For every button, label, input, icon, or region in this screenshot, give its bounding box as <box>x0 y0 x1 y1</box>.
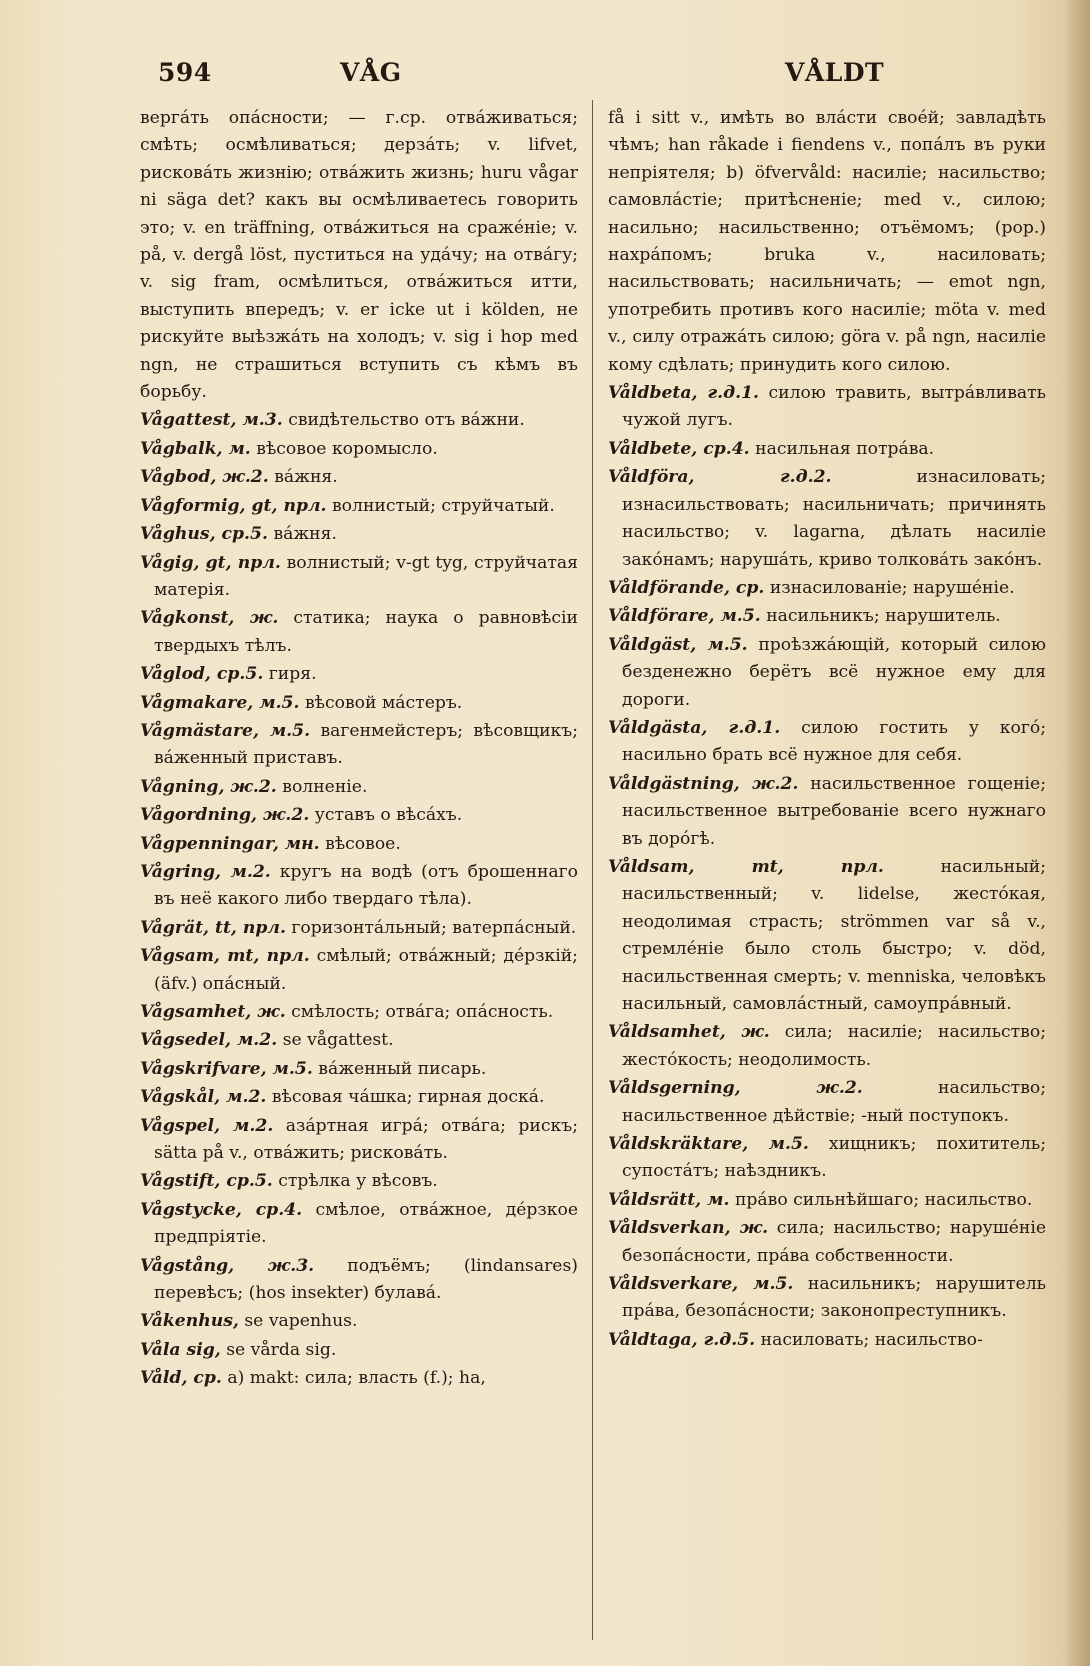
entry-definition: сила; насильство; нарушéніе безопáсности, прáва собственности. <box>622 1218 1046 1266</box>
entry-headword: Våldföra, г.д.2. <box>608 467 832 488</box>
dictionary-entry <box>608 715 1046 770</box>
dictionary-entry <box>140 859 578 914</box>
entry-definition: азáртная игрá; отвáга; рискъ; sätta på v., отвáжить; рисковáть. <box>154 1115 578 1164</box>
entry-definition: насильникъ; нарушитель прáва, безопáсности; законопреступникъ. <box>622 1274 1046 1322</box>
dictionary-entry <box>608 380 1046 435</box>
entry-definition: вáжня. <box>274 467 338 488</box>
entry-definition: смѣлое, отвáжное, дéрзкое предпріятіе. <box>154 1199 579 1248</box>
entry-headword: Vågstycke, ср.4. <box>140 1199 303 1220</box>
entry-headword: Våldbete, ср.4. <box>608 438 750 459</box>
entry-headword: Vågning, ж.2. <box>140 776 277 797</box>
dictionary-entry <box>608 1131 1046 1186</box>
dictionary-entry <box>140 1056 578 1083</box>
entry-headword: Vågrät, tt, прл. <box>140 917 286 938</box>
entry-headword: Vågskrifvare, м.5. <box>140 1058 313 1079</box>
left-column <box>140 105 578 1393</box>
entry-definition: se vapenhus. <box>244 1311 358 1332</box>
dictionary-entry <box>608 1075 1046 1130</box>
entry-headword: Vågpenningar, мн. <box>140 833 320 854</box>
entry-headword: Våldsam, mt, прл. <box>608 856 884 877</box>
entry-definition: насильство; насильственное дѣйствіе; -ный поступокъ. <box>622 1078 1047 1126</box>
entry-headword: Våldgästa, г.д.1. <box>608 717 781 738</box>
entry-definition: прáво сильнѣйшаго; насильство. <box>734 1189 1033 1210</box>
entry-headword: Vågsam, mt, прл. <box>140 946 310 967</box>
entry-headword: Våldsrätt, м. <box>608 1189 730 1210</box>
entry-headword: Våglod, ср.5. <box>140 664 264 685</box>
dictionary-entry <box>140 1168 578 1195</box>
entry-headword: Våldgäst, м.5. <box>608 634 748 655</box>
entry-definition: подъёмъ; (lindansares) перевѣсъ; (hos insekter) булавá. <box>154 1255 578 1304</box>
dictionary-entry <box>140 1197 578 1252</box>
entry-headword: Vågmästare, м.5. <box>140 720 311 741</box>
entry-definition: насильникъ; нарушитель. <box>766 606 1001 627</box>
entry-definition: вѣсовой мáстеръ. <box>304 692 463 713</box>
dictionary-entry <box>608 575 1046 602</box>
page-number: 594 <box>158 58 212 87</box>
dictionary-entry <box>140 831 578 858</box>
dictionary-entry <box>608 771 1046 853</box>
dictionary-entry <box>608 464 1046 574</box>
entry-definition: насильный; насильственный; v. lidelse, жестóкая, неодолимая страсть; strömmen var så v., стремлéніе было столь быстро; v. död, насильственная смерть; v. menniska, человѣкъ насильный, самовлáстный, самоупрáвный. <box>622 856 1047 1014</box>
entry-headword: Vågsamhet, ж. <box>140 1002 286 1022</box>
entry-definition: насильственное гощеніе; насильственное вытребованіе всего нужнаго въ дорóгѣ. <box>622 773 1046 849</box>
entry-headword: Vågsedel, м.2. <box>140 1030 278 1051</box>
entry-definition: кругъ на водѣ (отъ брошеннаго въ неё какого либо твердаго тѣла). <box>154 861 578 910</box>
entry-definition: вагенмейстеръ; вѣсовщикъ; вáженный приставъ. <box>154 720 578 769</box>
dictionary-entry <box>140 550 578 605</box>
entry-definition: вáжня. <box>273 524 337 545</box>
entry-definition: статика; наука о равновѣсіи твердыхъ тѣлъ. <box>154 608 578 656</box>
entry-definition: насиловать; насильство- <box>760 1329 983 1350</box>
entry-definition: волнистый; струйчатый. <box>332 495 555 516</box>
entry-definition: стрѣлка у вѣсовъ. <box>278 1171 438 1192</box>
dictionary-entry <box>608 1327 1046 1354</box>
entry-headword: Våldförande, ср. <box>608 577 765 598</box>
entry-definition: силою гостить у когó; насильно брать всё нужное для себя. <box>622 717 1047 766</box>
entry-definition: se vågattest. <box>282 1030 394 1051</box>
dictionary-entry <box>140 1084 578 1111</box>
entry-definition: волнистый; v-gt tyg, струйчатая матерія. <box>154 552 579 600</box>
dictionary-entry <box>608 1215 1046 1270</box>
entry-definition: a) makt: сила; власть (f.); ha, <box>227 1368 486 1389</box>
dictionary-entry <box>608 632 1046 714</box>
left-running-head: VÅG <box>340 58 402 87</box>
entry-definition: вѣсовая чáшка; гирная доскá. <box>271 1087 545 1108</box>
entry-headword: Vågattest, м.3. <box>140 410 283 431</box>
entry-headword: Vågskål, м.2. <box>140 1087 267 1108</box>
entry-headword: Våldsverkare, м.5. <box>608 1274 794 1295</box>
dictionary-entry <box>140 1027 578 1054</box>
entry-headword: Våldbeta, г.д.1. <box>608 383 760 404</box>
dictionary-entry <box>140 661 578 688</box>
dictionary-entry <box>140 1253 578 1308</box>
entry-definition: гиря. <box>268 664 317 685</box>
dictionary-entry <box>140 690 578 717</box>
entry-headword: Vågmakare, м.5. <box>140 692 300 713</box>
entry-headword: Vågformig, gt, прл. <box>140 495 327 516</box>
entry-definition: силою травить, вытрáвливать чужой лугъ. <box>622 383 1046 431</box>
dictionary-entry <box>608 1271 1046 1326</box>
entry-headword: Våldgästning, ж.2. <box>608 773 799 794</box>
dictionary-entry <box>140 1113 578 1168</box>
entry-definition: смѣлость; отвáга; опáсность. <box>291 1002 554 1022</box>
dictionary-entry <box>140 407 578 434</box>
dictionary-entry <box>608 854 1046 1018</box>
entry-definition: вáженный писарь. <box>318 1058 487 1079</box>
dictionary-entry <box>140 464 578 491</box>
entry-headword: Våldsverkan, ж. <box>608 1218 769 1239</box>
entry-definition: свидѣтельство отъ вáжни. <box>288 410 525 431</box>
entry-headword: Våghus, ср.5. <box>140 524 268 545</box>
entry-headword: Våldsamhet, ж. <box>608 1022 770 1043</box>
entry-definition: вѣсовое. <box>325 833 401 854</box>
dictionary-entry <box>608 1019 1046 1074</box>
entry-headword: Vågstång, ж.3. <box>140 1255 315 1276</box>
entry-definition: проѣзжáющій, который силою безденежно берётъ всё нужное ему для дороги. <box>622 634 1046 710</box>
entry-definition: горизонтáльный; ватерпáсный. <box>291 917 577 938</box>
dictionary-entry <box>140 1308 578 1335</box>
entry-definition: хищникъ; похититель; супостáтъ; наѣздникъ. <box>622 1134 1046 1182</box>
entry-definition: смѣлый; отвáжный; дéрзкій; (äfv.) опáсный. <box>154 946 578 994</box>
dictionary-entry <box>608 1187 1046 1214</box>
entry-definition: изнасиловать; изнасильствовать; насильничать; причинять насильство; v. lagarna, дѣлать насиліе закóнамъ; нарушáть, криво толковáть закóнъ. <box>622 467 1046 570</box>
entry-definition: изнасилованіе; нарушéніе. <box>769 577 1015 598</box>
entry-headword: Vågbod, ж.2. <box>140 467 269 488</box>
right-column <box>608 105 1046 1354</box>
dictionary-entry <box>608 436 1046 463</box>
entry-definition: насильная потрáва. <box>755 438 935 459</box>
entry-definition: уставъ о вѣсáхъ. <box>314 805 463 826</box>
dictionary-entry <box>140 521 578 548</box>
dictionary-entry <box>140 605 578 660</box>
entry-headword: Vågspel, м.2. <box>140 1115 274 1136</box>
entry-headword: Vågkonst, ж. <box>140 608 279 629</box>
entry-definition: сила; насиліе; насильство; жестóкость; неодолимость. <box>622 1022 1046 1070</box>
entry-definition: вергáть опáсности; — г.ср. отвáживаться; смѣть; осмѣливаться; дерзáть; v. lifvet, рисковáть жизнію; отвáжить жизнь; huru vågar ni säga det? какъ вы осмѣливаетесь говорить это; v. en träffning, отвáжиться на сражéніе; v. på, v. dergå löst, пуститься на удáчу; на отвáгу; v. sig fram, осмѣлиться, отвáжиться итти, выступить впередъ; v. er icke ut i kölden, не рискуйте выѣзжáть на холодъ; v. sig i hop med ngn, не страшиться вступить съ кѣмъ въ борьбу. <box>140 108 578 403</box>
dictionary-entry <box>140 436 578 463</box>
entry-headword: Vågordning, ж.2. <box>140 805 310 826</box>
entry-headword: Vågig, gt, прл. <box>140 552 281 573</box>
dictionary-entry <box>140 493 578 520</box>
entry-headword: Vågring, м.2. <box>140 861 271 882</box>
entry-headword: Vågbalk, м. <box>140 438 251 459</box>
dictionary-entry <box>140 999 578 1026</box>
entry-headword: Vågstift, ср.5. <box>140 1171 273 1192</box>
dictionary-entry <box>140 915 578 942</box>
entry-definition: se vårda sig. <box>226 1339 337 1360</box>
dictionary-entry <box>140 1337 578 1364</box>
entry-headword: Våldförare, м.5. <box>608 606 761 627</box>
dictionary-entry <box>140 774 578 801</box>
entry-definition: få i sitt v., имѣть во влáсти своéй; завладѣть чѣмъ; han råkade i fiendens v., попáлъ въ руки непріятеля; b) öfvervåld: насиліе; насильство; самовлáстіе; притѣсненіе; med v., силою; насильно; насильственно; отъёмомъ; (pop.) нахрáпомъ; bruka v., насиловать; насильствовать; насильничать; — emot ngn, употребить противъ кого насиліе; möta v. med v., силу отражáть силою; göra v. på ngn, насиліе кому сдѣлать; принудить кого силою. <box>608 108 1046 375</box>
right-running-head: VÅLDT <box>785 58 885 87</box>
entry-headword: Våla sig, <box>140 1339 221 1360</box>
page-edge-shadow <box>1064 0 1090 1666</box>
dictionary-entry <box>140 1365 578 1392</box>
entry-definition: волненіе. <box>282 776 368 797</box>
dictionary-entry <box>140 802 578 829</box>
entry-headword: Våldsgerning, ж.2. <box>608 1078 863 1099</box>
dictionary-entry <box>140 943 578 998</box>
entry-headword: Våkenhus, <box>140 1311 239 1332</box>
dictionary-entry <box>140 718 578 773</box>
entry-headword: Våldskräktare, м.5. <box>608 1134 809 1155</box>
dictionary-entry <box>140 105 578 406</box>
dictionary-entry <box>608 603 1046 630</box>
entry-headword: Våldtaga, г.д.5. <box>608 1329 756 1350</box>
entry-definition: вѣсовое коромысло. <box>256 438 438 459</box>
entry-headword: Våld, ср. <box>140 1368 222 1389</box>
dictionary-entry <box>608 105 1046 379</box>
column-divider <box>592 100 593 1640</box>
